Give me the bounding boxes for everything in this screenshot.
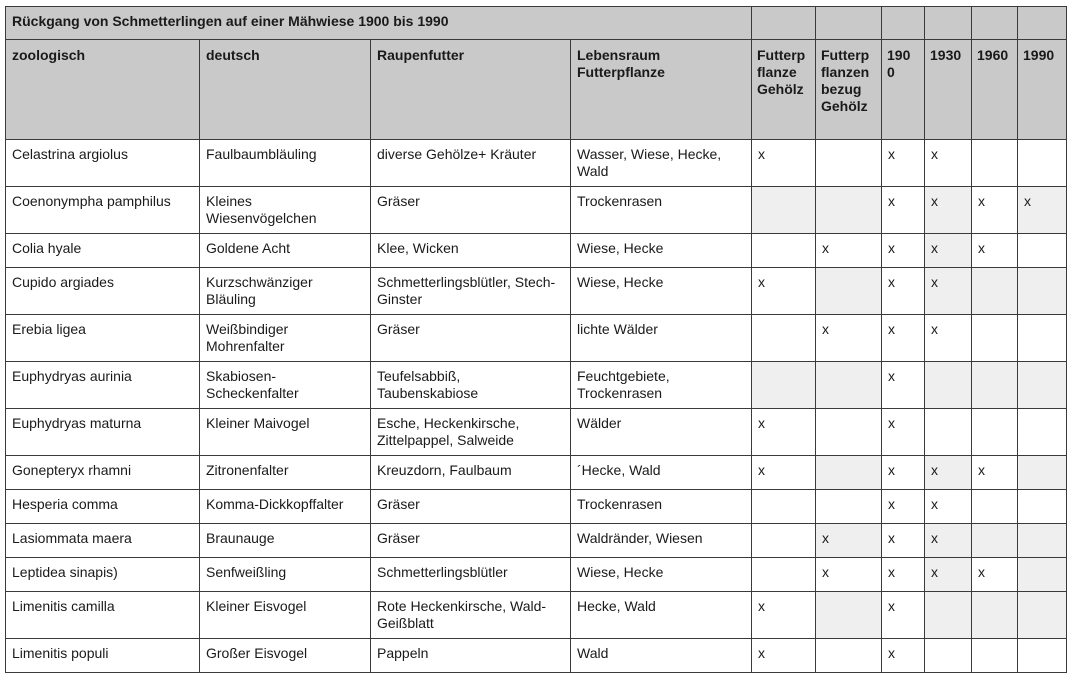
table-row: [6, 558, 1067, 592]
table-cell: [200, 639, 371, 673]
table-cell: [752, 524, 816, 558]
table-cell: [6, 362, 200, 409]
cell-text: x: [758, 415, 765, 431]
table-cell: [972, 268, 1018, 315]
cell-text: Leptidea sinapis): [12, 564, 118, 580]
cell-text: Kleines Wiesenvögelchen: [206, 193, 317, 226]
cell-text: x: [888, 274, 895, 290]
table-cell: [200, 409, 371, 456]
table-cell: [6, 187, 200, 234]
cell-text: Limenitis populi: [12, 645, 109, 661]
table-cell: [816, 268, 882, 315]
table-cell: [925, 409, 972, 456]
table-cell: [371, 456, 571, 490]
table-row: [6, 187, 1067, 234]
col-header-raupenfutter: Raupenfutter: [371, 40, 571, 140]
table-row: [6, 268, 1067, 315]
table-row: [6, 524, 1067, 558]
table-cell: [882, 558, 925, 592]
table-row: [6, 234, 1067, 268]
table-cell: [882, 187, 925, 234]
cell-text: x: [888, 146, 895, 162]
table-cell: [6, 409, 200, 456]
table-cell: [752, 558, 816, 592]
cell-text: x: [888, 415, 895, 431]
cell-text: x: [1024, 193, 1031, 209]
table-cell: [925, 592, 972, 639]
table-cell: [371, 187, 571, 234]
table-cell: [6, 268, 200, 315]
cell-text: Braunauge: [206, 530, 275, 546]
table-cell: [816, 524, 882, 558]
table-cell: [925, 639, 972, 673]
table-cell: [200, 362, 371, 409]
table-cell: [1018, 490, 1067, 524]
table-cell: [571, 490, 752, 524]
table-cell: [371, 140, 571, 187]
table-cell: [571, 409, 752, 456]
title-empty-cell: [882, 7, 925, 40]
cell-text: Euphydryas aurinia: [12, 368, 132, 384]
table-row: [6, 362, 1067, 409]
cell-text: x: [931, 462, 938, 478]
table-cell: [200, 234, 371, 268]
cell-text: Erebia ligea: [12, 321, 86, 337]
cell-text: x: [888, 462, 895, 478]
col-header-zoologisch: zoologisch: [6, 40, 200, 140]
table-row: [6, 490, 1067, 524]
table-cell: [571, 140, 752, 187]
col-header-deutsch: deutsch: [200, 40, 371, 140]
cell-text: x: [888, 321, 895, 337]
title-empty-cell: [752, 7, 816, 40]
cell-text: x: [888, 564, 895, 580]
col-header-1960: 1960: [972, 40, 1018, 140]
cell-text: x: [931, 496, 938, 512]
cell-text: x: [888, 193, 895, 209]
cell-text: x: [931, 274, 938, 290]
cell-text: x: [758, 462, 765, 478]
butterfly-table: [5, 6, 1067, 673]
table-cell: [571, 592, 752, 639]
cell-text: x: [931, 193, 938, 209]
table-cell: [972, 140, 1018, 187]
cell-text: diverse Gehölze+ Kräuter: [377, 146, 537, 162]
cell-text: x: [931, 530, 938, 546]
cell-text: Goldene Acht: [206, 240, 291, 256]
cell-text: Weißbindiger Mohrenfalter: [206, 321, 289, 354]
table-cell: [972, 315, 1018, 362]
table-cell: [816, 315, 882, 362]
table-cell: [925, 524, 972, 558]
table-cell: [6, 234, 200, 268]
table-cell: [1018, 592, 1067, 639]
table-row: [6, 409, 1067, 456]
cell-text: Waldränder, Wiesen: [577, 530, 703, 546]
table-cell: [571, 558, 752, 592]
table-cell: [752, 362, 816, 409]
cell-text: Coenonympha pamphilus: [12, 193, 171, 209]
cell-text: Senfweißling: [206, 564, 287, 580]
table-cell: [371, 234, 571, 268]
cell-text: Großer Eisvogel: [206, 645, 308, 661]
cell-text: x: [822, 530, 829, 546]
cell-text: Klee, Wicken: [377, 240, 459, 256]
table-cell: [925, 234, 972, 268]
table-cell: [200, 140, 371, 187]
table-row: [6, 315, 1067, 362]
table-cell: [816, 234, 882, 268]
cell-text: Schmetterlingsblütler, Stech-Ginster: [377, 274, 556, 307]
table-cell: [1018, 187, 1067, 234]
table-cell: [925, 558, 972, 592]
cell-text: Cupido argiades: [12, 274, 114, 290]
table-cell: [371, 362, 571, 409]
cell-text: Gräser: [377, 321, 420, 337]
title-empty-cell: [1018, 7, 1067, 40]
table-cell: [816, 409, 882, 456]
table-cell: [6, 558, 200, 592]
table-cell: [1018, 524, 1067, 558]
table-cell: [925, 140, 972, 187]
cell-text: x: [931, 321, 938, 337]
cell-text: lichte Wälder: [577, 321, 658, 337]
cell-text: Wiese, Hecke: [577, 240, 664, 256]
table-cell: [571, 315, 752, 362]
table-cell: [1018, 558, 1067, 592]
cell-text: Gonepteryx rhamni: [12, 462, 132, 478]
table-cell: [752, 268, 816, 315]
table-cell: [6, 315, 200, 362]
table-cell: [6, 524, 200, 558]
cell-text: Wiese, Hecke: [577, 564, 664, 580]
cell-text: Wasser, Wiese, Hecke, Wald: [577, 146, 722, 179]
col-header-futterpflanzenbezug-gehoelz: Futterp flanzen bezug Gehölz: [816, 40, 882, 140]
table-cell: [925, 187, 972, 234]
table-cell: [925, 315, 972, 362]
cell-text: Kreuzdorn, Faulbaum: [377, 462, 512, 478]
cell-text: Celastrina argiolus: [12, 146, 128, 162]
table-cell: [200, 268, 371, 315]
title-empty-cell: [816, 7, 882, 40]
table-cell: [925, 362, 972, 409]
table-cell: [1018, 639, 1067, 673]
table-title: Rückgang von Schmetterlingen auf einer Mähwiese 1900 bis 1990: [6, 7, 752, 40]
table-cell: [571, 187, 752, 234]
cell-text: Wald: [577, 645, 609, 661]
table-cell: [6, 456, 200, 490]
cell-text: Rote Heckenkirsche, Wald-Geißblatt: [377, 598, 547, 631]
cell-text: x: [758, 645, 765, 661]
cell-text: x: [931, 564, 938, 580]
table-cell: [816, 592, 882, 639]
cell-text: Gräser: [377, 530, 420, 546]
table-cell: [200, 558, 371, 592]
table-cell: [925, 490, 972, 524]
table-cell: [371, 268, 571, 315]
table-cell: [752, 490, 816, 524]
table-cell: [882, 362, 925, 409]
table-cell: [752, 409, 816, 456]
cell-text: x: [978, 193, 985, 209]
table-cell: [371, 490, 571, 524]
cell-text: x: [888, 645, 895, 661]
table-cell: [1018, 456, 1067, 490]
cell-text: Kleiner Maivogel: [206, 415, 310, 431]
document-page: [5, 6, 1067, 673]
table-cell: [972, 639, 1018, 673]
cell-text: x: [978, 462, 985, 478]
table-cell: [972, 558, 1018, 592]
table-cell: [752, 639, 816, 673]
table-cell: [882, 456, 925, 490]
table-cell: [200, 490, 371, 524]
table-cell: [752, 456, 816, 490]
table-cell: [371, 524, 571, 558]
table-cell: [200, 524, 371, 558]
cell-text: Limenitis camilla: [12, 598, 115, 614]
table-cell: [1018, 362, 1067, 409]
cell-text: x: [888, 240, 895, 256]
col-header-lebensraum: Lebensraum Futterpflanze: [571, 40, 752, 140]
cell-text: Teufelsabbiß, Taubenskabiose: [377, 368, 479, 401]
col-header-futterpflanze-gehoelz: Futterp flanze Gehölz: [752, 40, 816, 140]
title-empty-cell: [972, 7, 1018, 40]
table-cell: [972, 362, 1018, 409]
table-cell: [972, 234, 1018, 268]
cell-text: Trockenrasen: [577, 496, 663, 512]
table-cell: [816, 639, 882, 673]
cell-text: Gräser: [377, 496, 420, 512]
table-cell: [972, 524, 1018, 558]
table-cell: [882, 639, 925, 673]
table-row: [6, 592, 1067, 639]
cell-text: x: [888, 496, 895, 512]
table-cell: [816, 558, 882, 592]
table-cell: [6, 140, 200, 187]
cell-text: x: [931, 146, 938, 162]
cell-text: Lasiommata maera: [12, 530, 132, 546]
table-title-row: [6, 7, 1067, 40]
cell-text: x: [931, 240, 938, 256]
cell-text: x: [822, 240, 829, 256]
table-cell: [1018, 268, 1067, 315]
table-cell: [200, 456, 371, 490]
table-cell: [882, 409, 925, 456]
cell-text: Colia hyale: [12, 240, 82, 256]
table-cell: [200, 315, 371, 362]
cell-text: x: [758, 146, 765, 162]
table-cell: [882, 592, 925, 639]
table-cell: [752, 592, 816, 639]
cell-text: Feuchtgebiete, Trockenrasen: [577, 368, 670, 401]
table-cell: [371, 639, 571, 673]
table-cell: [571, 639, 752, 673]
table-cell: [882, 140, 925, 187]
cell-text: Kleiner Eisvogel: [206, 598, 307, 614]
table-row: [6, 140, 1067, 187]
table-cell: [816, 456, 882, 490]
cell-text: Zitronenfalter: [206, 462, 289, 478]
table-cell: [371, 558, 571, 592]
table-cell: [571, 268, 752, 315]
cell-text: Hesperia comma: [12, 496, 118, 512]
table-cell: [972, 187, 1018, 234]
cell-text: x: [978, 240, 985, 256]
cell-text: Gräser: [377, 193, 420, 209]
table-cell: [1018, 315, 1067, 362]
cell-text: Kurzschwänziger Bläuling: [206, 274, 313, 307]
cell-text: Hecke, Wald: [577, 598, 656, 614]
table-row: [6, 456, 1067, 490]
table-cell: [6, 592, 200, 639]
cell-text: ´Hecke, Wald: [577, 462, 661, 478]
table-cell: [925, 456, 972, 490]
table-cell: [571, 456, 752, 490]
cell-text: Euphydryas maturna: [12, 415, 142, 431]
cell-text: x: [978, 564, 985, 580]
cell-text: x: [758, 598, 765, 614]
cell-text: Esche, Heckenkirsche, Zittelpappel, Salweide: [377, 415, 520, 448]
cell-text: x: [888, 368, 895, 384]
cell-text: x: [822, 321, 829, 337]
table-cell: [752, 315, 816, 362]
col-header-1930: 1930: [925, 40, 972, 140]
table-cell: [1018, 234, 1067, 268]
table-cell: [200, 592, 371, 639]
cell-text: Skabiosen-Scheckenfalter: [206, 368, 299, 401]
cell-text: x: [822, 564, 829, 580]
table-cell: [752, 187, 816, 234]
table-cell: [752, 234, 816, 268]
table-cell: [6, 639, 200, 673]
cell-text: x: [888, 598, 895, 614]
title-empty-cell: [925, 7, 972, 40]
table-cell: [972, 456, 1018, 490]
table-cell: [571, 524, 752, 558]
cell-text: Faulbaumbläuling: [206, 146, 317, 162]
table-cell: [882, 315, 925, 362]
table-cell: [200, 187, 371, 234]
cell-text: Trockenrasen: [577, 193, 663, 209]
table-cell: [816, 362, 882, 409]
table-cell: [925, 268, 972, 315]
table-cell: [882, 524, 925, 558]
col-header-1900: 190 0: [882, 40, 925, 140]
table-cell: [1018, 409, 1067, 456]
table-cell: [972, 490, 1018, 524]
cell-text: Wälder: [577, 415, 622, 431]
table-cell: [371, 315, 571, 362]
cell-text: x: [758, 274, 765, 290]
cell-text: x: [888, 530, 895, 546]
table-cell: [882, 234, 925, 268]
table-cell: [371, 592, 571, 639]
table-cell: [816, 490, 882, 524]
cell-text: Pappeln: [377, 645, 429, 661]
table-cell: [571, 362, 752, 409]
table-cell: [571, 234, 752, 268]
table-cell: [972, 409, 1018, 456]
table-cell: [816, 187, 882, 234]
table-row: [6, 639, 1067, 673]
table-cell: [1018, 140, 1067, 187]
cell-text: Wiese, Hecke: [577, 274, 664, 290]
table-cell: [371, 409, 571, 456]
col-header-1990: 1990: [1018, 40, 1067, 140]
table-cell: [6, 490, 200, 524]
table-cell: [972, 592, 1018, 639]
cell-text: Komma-Dickkopffalter: [206, 496, 344, 512]
table-cell: [882, 490, 925, 524]
table-cell: [752, 140, 816, 187]
table-cell: [816, 140, 882, 187]
cell-text: Schmetterlingsblütler: [377, 564, 508, 580]
table-cell: [882, 268, 925, 315]
table-header-row: [6, 40, 1067, 140]
